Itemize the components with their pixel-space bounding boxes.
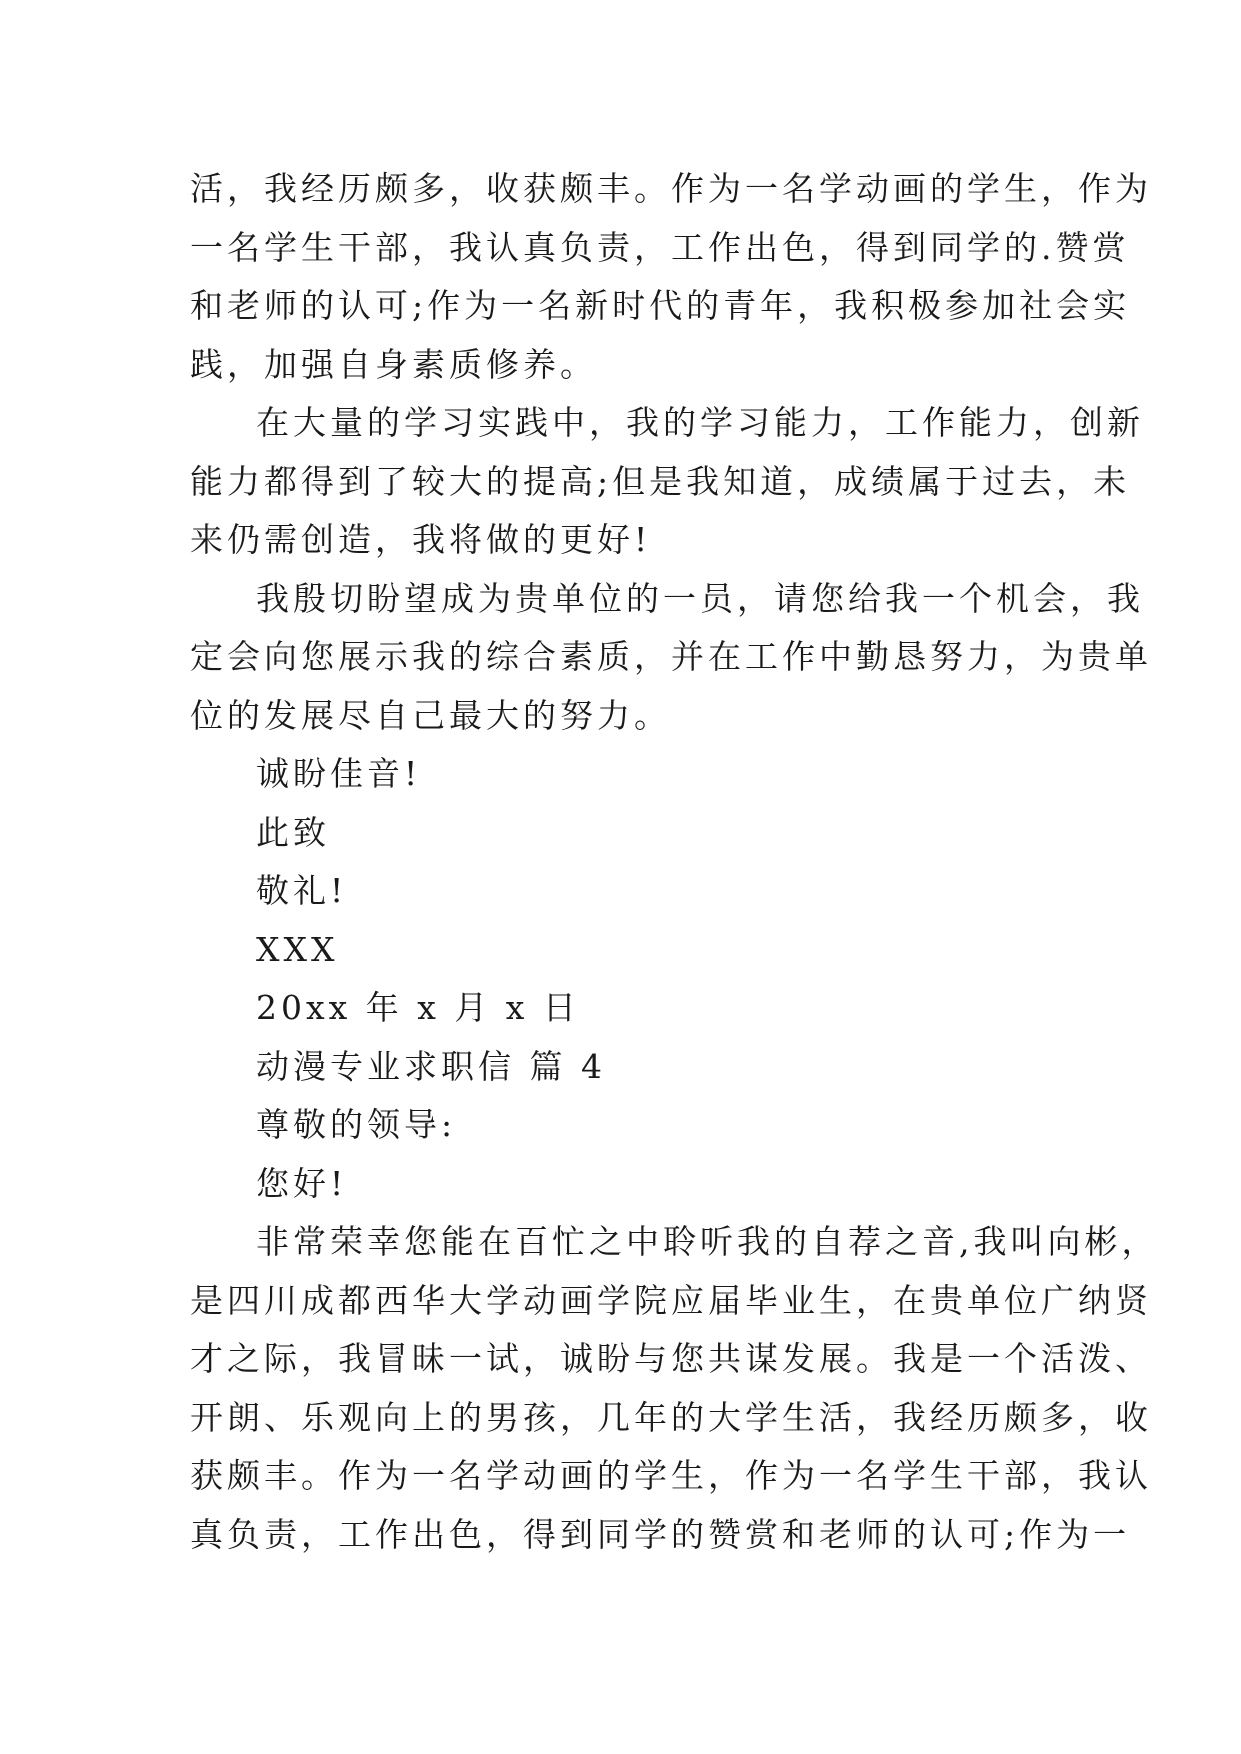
text-line: 活，我经历颇多，收获颇丰。作为一名学动画的学生，作为: [190, 169, 1152, 208]
body-text: [190, 160, 1159, 1564]
text-line: 真负责，工作出色，得到同学的赞赏和老师的认可;作为一: [190, 1514, 1131, 1554]
signature-line: XXX: [256, 929, 339, 969]
text-line: 才之际，我冒昧一试，诚盼与您共谋发展。我是一个活泼、: [190, 1339, 1152, 1378]
text-line: 开朗、乐观向上的男孩，几年的大学生活，我经历颇多，收: [190, 1397, 1152, 1437]
date-line: 20xx 年 x 月 x 日: [256, 988, 580, 1027]
text-line: 是四川成都西华大学动画学院应届毕业生，在贵单位广纳贤: [190, 1280, 1152, 1320]
paragraph-start-line: 在大量的学习实践中，我的学习能力，工作能力，创新: [256, 403, 1144, 442]
paragraph-start-line: 我殷切盼望成为贵单位的一员，请您给我一个机会，我: [256, 578, 1144, 618]
text-line: 能力都得到了较大的提高;但是我知道，成绩属于过去，未: [190, 461, 1131, 501]
text-line: 位的发展尽自己最大的努力。: [190, 695, 671, 735]
text-line: 定会向您展示我的综合素质，并在工作中勤恳努力，为贵单: [190, 637, 1152, 676]
salutation-line: 此致: [256, 812, 330, 852]
greeting-line: 尊敬的领导:: [256, 1105, 457, 1144]
salutation-line: 敬礼!: [256, 871, 348, 910]
paragraph-start-line: 非常荣幸您能在百忙之中聆听我的自荐之音,我叫向彬，: [256, 1222, 1159, 1261]
text-line: 来仍需创造，我将做的更好!: [190, 520, 652, 559]
text-line: 一名学生干部，我认真负责，工作出色，得到同学的.赞赏: [190, 227, 1130, 267]
text-line: 践，加强自身素质修养。: [190, 344, 597, 384]
closing-line: 诚盼佳音!: [256, 754, 422, 793]
text-line: 获颇丰。作为一名学动画的学生，作为一名学生干部，我认: [190, 1456, 1152, 1495]
text-line: 和老师的认可;作为一名新时代的青年，我积极参加社会实: [190, 286, 1131, 325]
section-title: 动漫专业求职信 篇 4: [256, 1046, 606, 1086]
greeting-line: 您好!: [256, 1163, 348, 1203]
